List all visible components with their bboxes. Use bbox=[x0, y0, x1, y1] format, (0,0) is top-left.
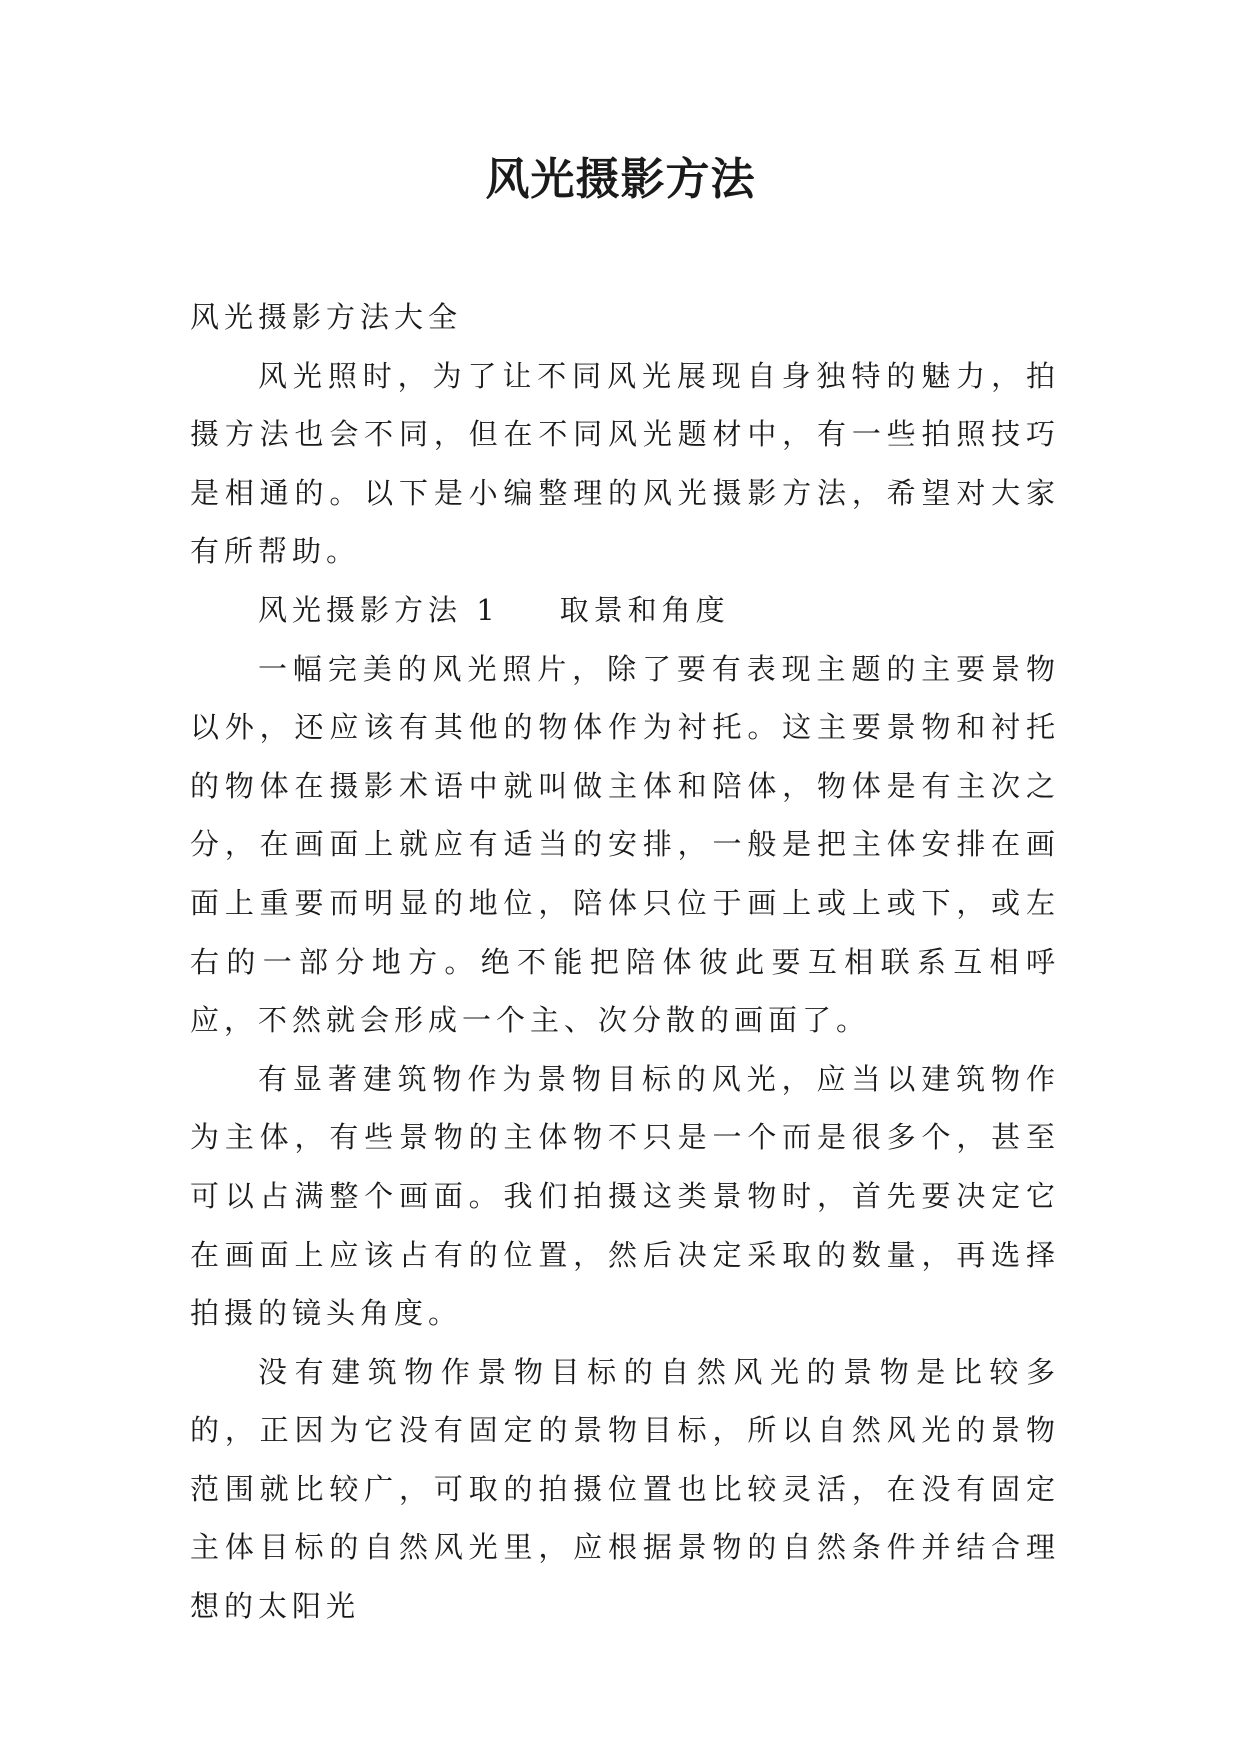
paragraph: 有显著建筑物作为景物目标的风光，应当以建筑物作为主体，有些景物的主体物不只是一个而是很多个，甚至可以占满整个画面。我们拍摄这类景物时，首先要决定它在画面上应该占有的位置，然后决定采取的数量，再选择拍摄的镜头角度。 bbox=[190, 1061, 1060, 1331]
paragraph: 一幅完美的风光照片，除了要有表现主题的主要景物以外，还应该有其他的物体作为衬托。这主要景物和衬托的物体在摄影术语中就叫做主体和陪体，物体是有主次之分，在画面上就应有适当的安排，一般是把主体安排在画面上重要而明显的地位，陪体只位于画上或上或下，或左右的一部分地方。绝不能把陪体彼此要互相联系互相呼应，不然就会形成一个主、次分散的画面了。 bbox=[190, 651, 1060, 1038]
paragraph: 没有建筑物作景物目标的自然风光的景物是比较多的，正因为它没有固定的景物目标，所以自然风光的景物范围就比较广，可取的拍摄位置也比较灵活，在没有固定主体目标的自然风光里，应根据景物的自然条件并结合理想的太阳光 bbox=[190, 1354, 1060, 1624]
section-number: 风光摄影方法 1 bbox=[258, 592, 500, 627]
document-title: 风光摄影方法 bbox=[485, 154, 756, 205]
section-heading bbox=[190, 581, 1060, 640]
intro-paragraph: 风光照时，为了让不同风光展现自身独特的魅力，拍摄方法也会不同，但在不同风光题材中，有一些拍照技巧是相通的。以下是小编整理的风光摄影方法，希望对大家有所帮助。 bbox=[190, 358, 1060, 569]
document-body bbox=[190, 288, 1060, 1636]
document-subtitle: 风光摄影方法大全 bbox=[190, 300, 463, 334]
section-title: 取景和角度 bbox=[559, 592, 730, 627]
